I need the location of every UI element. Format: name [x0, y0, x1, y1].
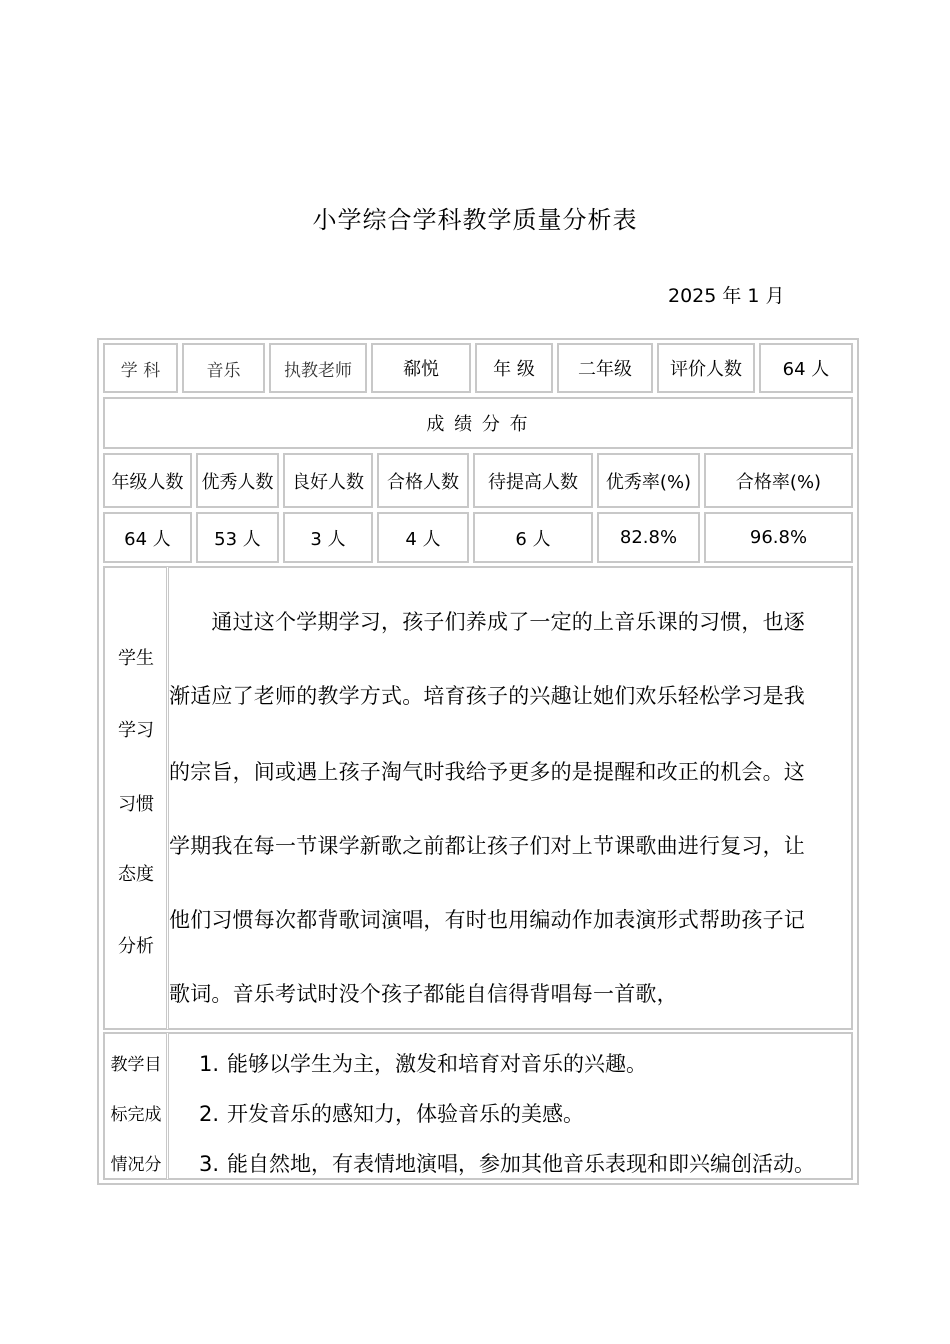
goal-item: [199, 1098, 584, 1128]
goals-label-line: 情况分: [110, 1155, 162, 1175]
header-cell: 优秀率(%): [597, 453, 700, 508]
value-cell: 96.8%: [704, 512, 853, 563]
paragraph-line: 通过这个学期学习，孩子们养成了一定的上音乐课的习惯，也逐: [169, 610, 805, 634]
paragraph-line: 学期我在每一节课学新歌之前都让孩子们对上节课歌曲进行复习，让: [169, 834, 805, 858]
score-header-row: [103, 453, 853, 508]
goal-number: 1.: [199, 1052, 220, 1076]
header-cell: 良好人数: [283, 453, 373, 508]
goals-label-line: 标完成: [110, 1105, 162, 1125]
value-cell: 64 人: [103, 512, 192, 563]
goals-list: [169, 1032, 853, 1180]
goal-item: [199, 1148, 815, 1178]
score-section-title: 成 绩 分 布: [103, 397, 853, 449]
score-value-row: [103, 512, 853, 563]
paragraph-line: 渐适应了老师的教学方式。培育孩子的兴趣让她们欢乐轻松学习是我: [169, 684, 805, 708]
value-cell: 53 人: [196, 512, 279, 563]
report-date: 2025 年 1 月: [668, 285, 785, 307]
score-section-row: [103, 397, 853, 449]
goal-number: 2.: [199, 1102, 220, 1126]
habits-label-line: 分析: [118, 936, 154, 957]
value-cell: 6 人: [473, 512, 593, 563]
header-cell: 年级人数: [103, 453, 192, 508]
goal-text: 开发音乐的感知力，体验音乐的美感。: [227, 1102, 584, 1126]
habits-label-line: 习惯: [118, 794, 154, 815]
teacher-label: 执教老师: [269, 343, 367, 393]
value-cell: 82.8%: [597, 512, 700, 563]
page-title: 小学综合学科教学质量分析表: [312, 206, 638, 234]
goal-text: 能自然地，有表情地演唱，参加其他音乐表现和即兴编创活动。: [227, 1152, 815, 1176]
value-cell: 4 人: [377, 512, 469, 563]
goals-label-column: [103, 1032, 169, 1180]
header-cell: 待提高人数: [473, 453, 593, 508]
habits-label-column: [103, 566, 169, 1030]
header-cell: 合格率(%): [704, 453, 853, 508]
header-cell: 合格人数: [377, 453, 469, 508]
subject-label: 学 科: [103, 343, 178, 393]
habits-label-line: 学生: [118, 648, 154, 669]
value-cell: 3 人: [283, 512, 373, 563]
paragraph-line: 歌词。音乐考试时没个孩子都能自信得背唱每一首歌，: [169, 982, 678, 1006]
goals-section: [103, 1032, 853, 1180]
habits-paragraph: [169, 566, 853, 1030]
header-cell: 优秀人数: [196, 453, 279, 508]
subject-value: 音乐: [182, 343, 265, 393]
paragraph-line: 的宗旨，间或遇上孩子淘气时我给予更多的是提醒和改正的机会。这: [169, 760, 805, 784]
eval-count-label: 评价人数: [657, 343, 755, 393]
goal-number: 3.: [199, 1152, 220, 1176]
habits-label-line: 态度: [118, 864, 154, 885]
teacher-value: 郗悦: [371, 343, 471, 393]
grade-value: 二年级: [557, 343, 653, 393]
goal-item: [199, 1048, 647, 1078]
paragraph-line: 他们习惯每次都背歌词演唱，有时也用编动作加表演形式帮助孩子记: [169, 908, 805, 932]
goals-label-line: 教学目: [110, 1055, 162, 1075]
info-row: [103, 343, 853, 393]
habits-label-line: 学习: [118, 720, 154, 741]
grade-label: 年 级: [475, 343, 553, 393]
goal-text: 能够以学生为主，激发和培育对音乐的兴趣。: [227, 1052, 647, 1076]
eval-count-value: 64 人: [759, 343, 853, 393]
habits-analysis-section: [103, 566, 853, 1030]
